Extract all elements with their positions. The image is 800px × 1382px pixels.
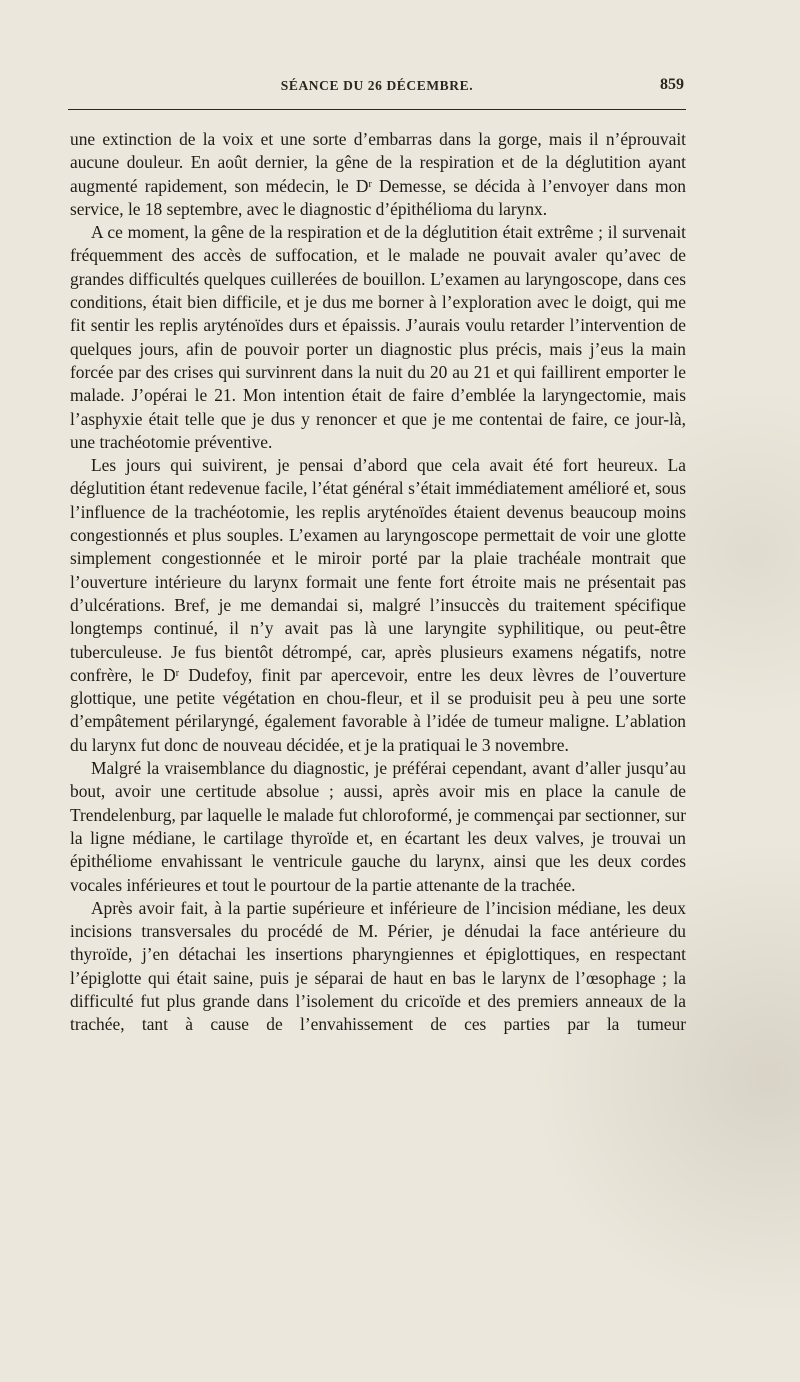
paragraph-3-text-b: Dudefoy, finit par apercevoir, entre les deux lèvres de l’ouverture glottique, une petite végétation en chou-fleur, et il se produisit peu à peu une sorte d’empâtement périlaryngé, également favorable à l’idée de tumeur maligne. L’ablation du larynx fut donc de nouveau décidée, et je la pratiquai le 3 novembre. — [70, 664, 686, 755]
paragraph-1-text-b: Demesse, se décida à l’envoyer dans mon service, le 18 septembre, avec le diagnostic d’épithélioma du larynx. — [70, 175, 686, 219]
paragraph-4 — [70, 757, 686, 897]
paragraph-1-text-a: une extinction de la voix et une sorte d’embarras dans la gorge, mais il n’éprouvait aucune douleur. En août dernier, la gêne de la respiration et de la déglutition ayant augmenté rapidement, son médecin, le D — [70, 129, 686, 196]
header-rule — [68, 109, 686, 110]
body-text — [70, 128, 686, 1037]
page-number: 859 — [660, 76, 684, 93]
running-title: SÉANCE DU 26 DÉCEMBRE. — [280, 78, 474, 93]
paragraph-2 — [70, 221, 686, 454]
paragraph-3-text-a: Les jours qui suivirent, je pensai d’abord que cela avait été fort heureux. La déglutition étant redevenue facile, l’état général s’était immédiatement amélioré et, sous l’influence de la trachéotomie, les replis aryténoïdes étaient devenus beaucoup moins congestionnés et plus souples. L’examen au laryngoscope permettait de voir une glotte simplement congestionnée et le miroir porté par la plaie trachéale montrait que l’ouverture intérieure du larynx formait une fente fort étroite mais ne présentait pas d’ulcérations. Bref, je me demandai si, malgré l’insuccès du traitement spécifique longtemps continué, il n’y avait pas là une laryngite syphilitique, ou peut-être tuberculeuse. Je fus bientôt détrompé, car, après plusieurs examens négatifs, notre confrère, le D — [70, 455, 686, 685]
paragraph-1-superscript: r — [368, 178, 372, 190]
paragraph-3 — [70, 454, 686, 757]
paragraph-2-text: A ce moment, la gêne de la respiration et de la déglutition était extrême ; il survenait fréquemment des accès de suffocation, et le malade ne pouvait avaler qu’avec de grandes difficultés quelques cuillerées de bouillon. L’examen au laryngoscope, dans ces conditions, était bien difficile, et je dus me borner à l’exploration avec le doigt, qui me fit sentir les replis aryténoïdes durs et épaissis. J’aurais voulu retarder l’intervention de quelques jours, afin de pouvoir porter un diagnostic plus précis, mais j’eus la main forcée par des crises qui survinrent dans la nuit du 20 au 21 et qui faillirent emporter le malade. J’opérai le 21. Mon intention était de faire d’emblée la laryngectomie, mais l’asphyxie était telle que je dus y renoncer et que je me contentai de faire, ce jour-là, une trachéotomie préventive. — [70, 222, 686, 452]
paragraph-4-text: Malgré la vraisemblance du diagnostic, je préférai cependant, avant d’aller jusqu’au bout, avoir une certitude absolue ; aussi, après avoir mis en place la canule de Trendelenburg, par laquelle le malade fut chloroformé, je commençai par sectionner, sur la ligne médiane, le cartilage thyroïde et, en écartant les deux valves, je trouvai un épithéliome envahissant le ventricule gauche du larynx, ainsi que les deux cordes vocales inférieures et tout le pourtour de la partie attenante de la trachée. — [70, 758, 686, 895]
paragraph-5 — [70, 897, 686, 1037]
paragraph-5-text: Après avoir fait, à la partie supérieure et inférieure de l’incision médiane, les deux incisions transversales du procédé de M. Périer, je dénudai la face antérieure du thyroïde, j’en détachai les insertions pharyngiennes et épiglottiques, en respectant l’épiglotte qui était saine, puis je séparai de haut en bas le larynx de l’œsophage ; la difficulté fut plus grande dans l’isolement du cricoïde et des premiers anneaux de la trachée, tant à cause de l’envahissement de ces parties par la tumeur — [70, 897, 686, 1035]
paragraph-1 — [70, 128, 686, 221]
running-head — [68, 70, 686, 100]
paragraph-3-superscript: r — [175, 667, 180, 679]
